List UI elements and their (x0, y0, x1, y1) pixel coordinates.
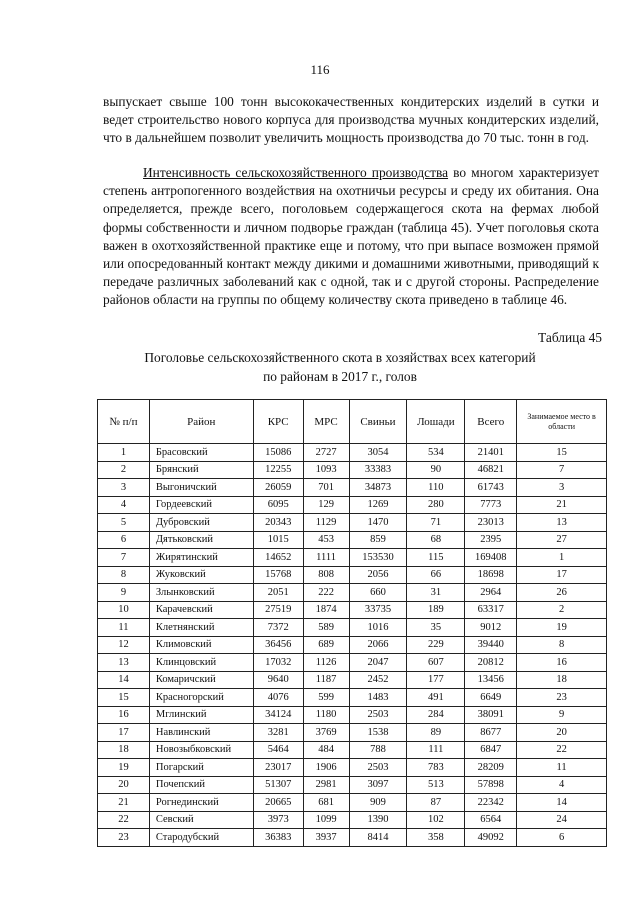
cell-rank: 18 (517, 671, 607, 689)
cell-total: 46821 (465, 461, 517, 479)
table-row (98, 654, 607, 672)
cell-num: 16 (98, 706, 150, 724)
header-pigs: Свиньи (349, 400, 407, 444)
table-row (98, 479, 607, 497)
cell-num: 7 (98, 549, 150, 567)
cell-rank: 6 (517, 829, 607, 847)
cell-district: Новозыбковский (149, 741, 253, 759)
cell-district: Рогнединский (149, 794, 253, 812)
cell-rank: 26 (517, 584, 607, 602)
header-rank: Занимаемое место в области (517, 400, 607, 444)
cell-krs: 20665 (253, 794, 303, 812)
cell-rank: 27 (517, 531, 607, 549)
cell-mrs: 589 (303, 619, 349, 637)
cell-horses: 87 (407, 794, 465, 812)
cell-district: Брасовский (149, 444, 253, 462)
cell-district: Жирятинский (149, 549, 253, 567)
table-row (98, 566, 607, 584)
cell-pigs: 3054 (349, 444, 407, 462)
cell-krs: 23017 (253, 759, 303, 777)
cell-district: Карачевский (149, 601, 253, 619)
table-header-row (98, 400, 607, 444)
cell-pigs: 909 (349, 794, 407, 812)
cell-horses: 102 (407, 811, 465, 829)
cell-mrs: 1187 (303, 671, 349, 689)
table-row (98, 514, 607, 532)
cell-num: 15 (98, 689, 150, 707)
cell-total: 49092 (465, 829, 517, 847)
cell-mrs: 681 (303, 794, 349, 812)
cell-krs: 14652 (253, 549, 303, 567)
cell-total: 8677 (465, 724, 517, 742)
table-row (98, 549, 607, 567)
header-district: Район (149, 400, 253, 444)
cell-pigs: 1016 (349, 619, 407, 637)
cell-rank: 16 (517, 654, 607, 672)
cell-rank: 7 (517, 461, 607, 479)
cell-pigs: 1483 (349, 689, 407, 707)
cell-total: 57898 (465, 776, 517, 794)
cell-krs: 17032 (253, 654, 303, 672)
cell-num: 17 (98, 724, 150, 742)
cell-krs: 34124 (253, 706, 303, 724)
cell-district: Навлинский (149, 724, 253, 742)
cell-district: Дубровский (149, 514, 253, 532)
cell-pigs: 2503 (349, 759, 407, 777)
table-row (98, 706, 607, 724)
cell-num: 10 (98, 601, 150, 619)
cell-mrs: 1111 (303, 549, 349, 567)
cell-horses: 358 (407, 829, 465, 847)
cell-total: 6564 (465, 811, 517, 829)
cell-rank: 4 (517, 776, 607, 794)
header-num: № п/п (98, 400, 150, 444)
cell-num: 4 (98, 496, 150, 514)
cell-rank: 21 (517, 496, 607, 514)
cell-mrs: 689 (303, 636, 349, 654)
cell-rank: 9 (517, 706, 607, 724)
cell-total: 39440 (465, 636, 517, 654)
table-row (98, 444, 607, 462)
cell-rank: 17 (517, 566, 607, 584)
cell-rank: 8 (517, 636, 607, 654)
cell-district: Жуковский (149, 566, 253, 584)
cell-mrs: 1180 (303, 706, 349, 724)
cell-krs: 12255 (253, 461, 303, 479)
header-krs: КРС (253, 400, 303, 444)
cell-district: Мглинский (149, 706, 253, 724)
cell-pigs: 3097 (349, 776, 407, 794)
table-row (98, 811, 607, 829)
cell-num: 9 (98, 584, 150, 602)
cell-total: 22342 (465, 794, 517, 812)
cell-total: 63317 (465, 601, 517, 619)
cell-district: Стародубский (149, 829, 253, 847)
table-row (98, 671, 607, 689)
cell-krs: 2051 (253, 584, 303, 602)
paragraph-body: во многом характеризует степень антропогенного воздействия на охотничьи ресурсы и среду их обитания. Она определяется, прежде всего, поголовьем содержащегося скота на фермах любой формы собственности и личном подворье граждан (таблица 45). Учет поголовья скота важен в охотхозяйственной практике еще и потому, что при выпасе возможен прямой или опосредованный контакт между дикими и домашними животными, приводящий к передаче различных заболеваний как с одной, так и с другой стороны. Распределение районов области на группы по общему количеству скота приведено в таблице 46. (103, 165, 599, 308)
cell-horses: 89 (407, 724, 465, 742)
cell-horses: 31 (407, 584, 465, 602)
cell-pigs: 2452 (349, 671, 407, 689)
cell-num: 14 (98, 671, 150, 689)
cell-rank: 15 (517, 444, 607, 462)
cell-mrs: 1099 (303, 811, 349, 829)
cell-district: Красногорский (149, 689, 253, 707)
cell-district: Выгоничский (149, 479, 253, 497)
cell-horses: 607 (407, 654, 465, 672)
table-row (98, 584, 607, 602)
cell-total: 18698 (465, 566, 517, 584)
cell-district: Клинцовский (149, 654, 253, 672)
cell-rank: 3 (517, 479, 607, 497)
cell-krs: 15086 (253, 444, 303, 462)
cell-pigs: 33383 (349, 461, 407, 479)
cell-total: 6847 (465, 741, 517, 759)
table-caption: Таблица 45 (538, 330, 602, 345)
cell-district: Комаричский (149, 671, 253, 689)
livestock-table (97, 399, 607, 847)
cell-horses: 189 (407, 601, 465, 619)
cell-horses: 90 (407, 461, 465, 479)
cell-pigs: 660 (349, 584, 407, 602)
cell-num: 19 (98, 759, 150, 777)
cell-pigs: 153530 (349, 549, 407, 567)
table-row (98, 619, 607, 637)
table-row (98, 636, 607, 654)
cell-pigs: 859 (349, 531, 407, 549)
cell-total: 21401 (465, 444, 517, 462)
cell-mrs: 453 (303, 531, 349, 549)
cell-district: Климовский (149, 636, 253, 654)
cell-rank: 14 (517, 794, 607, 812)
cell-mrs: 599 (303, 689, 349, 707)
cell-krs: 51307 (253, 776, 303, 794)
table-row (98, 461, 607, 479)
cell-krs: 5464 (253, 741, 303, 759)
header-mrs: МРС (303, 400, 349, 444)
cell-pigs: 788 (349, 741, 407, 759)
table-row (98, 724, 607, 742)
cell-krs: 9640 (253, 671, 303, 689)
cell-mrs: 2727 (303, 444, 349, 462)
cell-horses: 71 (407, 514, 465, 532)
cell-pigs: 2066 (349, 636, 407, 654)
cell-mrs: 701 (303, 479, 349, 497)
cell-horses: 35 (407, 619, 465, 637)
cell-mrs: 3937 (303, 829, 349, 847)
cell-krs: 15768 (253, 566, 303, 584)
table-title-line1: Поголовье сельскохозяйственного скота в хозяйствах всех категорий (144, 350, 536, 365)
cell-district: Брянский (149, 461, 253, 479)
table-row (98, 794, 607, 812)
cell-rank: 1 (517, 549, 607, 567)
cell-mrs: 1093 (303, 461, 349, 479)
cell-num: 2 (98, 461, 150, 479)
cell-num: 20 (98, 776, 150, 794)
cell-rank: 2 (517, 601, 607, 619)
cell-horses: 284 (407, 706, 465, 724)
cell-mrs: 1906 (303, 759, 349, 777)
cell-pigs: 2503 (349, 706, 407, 724)
cell-num: 23 (98, 829, 150, 847)
table-title-line2: по районам в 2017 г., голов (263, 369, 417, 384)
table-row (98, 741, 607, 759)
underlined-term: Интенсивность сельскохозяйственного производства (143, 165, 449, 180)
cell-krs: 27519 (253, 601, 303, 619)
cell-rank: 23 (517, 689, 607, 707)
cell-rank: 24 (517, 811, 607, 829)
cell-district: Злынковский (149, 584, 253, 602)
paragraph-continuation: выпускает свыше 100 тонн высококачественных кондитерских изделий в сутки и ведет строительство нового корпуса для производства мучных кондитерских изделий, что в дальнейшем позволит увеличить мощность производства до 70 тыс. тонн в год. (103, 94, 599, 146)
cell-krs: 4076 (253, 689, 303, 707)
cell-num: 11 (98, 619, 150, 637)
cell-horses: 491 (407, 689, 465, 707)
cell-horses: 110 (407, 479, 465, 497)
cell-rank: 13 (517, 514, 607, 532)
cell-krs: 26059 (253, 479, 303, 497)
cell-num: 18 (98, 741, 150, 759)
cell-mrs: 2981 (303, 776, 349, 794)
cell-mrs: 1874 (303, 601, 349, 619)
table-row (98, 829, 607, 847)
cell-krs: 1015 (253, 531, 303, 549)
cell-pigs: 2047 (349, 654, 407, 672)
cell-mrs: 808 (303, 566, 349, 584)
cell-total: 23013 (465, 514, 517, 532)
cell-num: 1 (98, 444, 150, 462)
cell-pigs: 33735 (349, 601, 407, 619)
cell-mrs: 222 (303, 584, 349, 602)
cell-krs: 20343 (253, 514, 303, 532)
table-row (98, 759, 607, 777)
cell-total: 20812 (465, 654, 517, 672)
cell-rank: 20 (517, 724, 607, 742)
cell-district: Севский (149, 811, 253, 829)
cell-pigs: 8414 (349, 829, 407, 847)
cell-total: 28209 (465, 759, 517, 777)
cell-krs: 36456 (253, 636, 303, 654)
cell-mrs: 484 (303, 741, 349, 759)
cell-horses: 534 (407, 444, 465, 462)
cell-krs: 3281 (253, 724, 303, 742)
cell-total: 2964 (465, 584, 517, 602)
cell-pigs: 1269 (349, 496, 407, 514)
cell-horses: 115 (407, 549, 465, 567)
table-row (98, 601, 607, 619)
cell-krs: 3973 (253, 811, 303, 829)
cell-pigs: 34873 (349, 479, 407, 497)
table-row (98, 496, 607, 514)
table-row (98, 776, 607, 794)
cell-num: 12 (98, 636, 150, 654)
cell-num: 5 (98, 514, 150, 532)
cell-pigs: 1470 (349, 514, 407, 532)
cell-district: Гордеевский (149, 496, 253, 514)
cell-horses: 177 (407, 671, 465, 689)
cell-total: 6649 (465, 689, 517, 707)
cell-krs: 6095 (253, 496, 303, 514)
cell-pigs: 1538 (349, 724, 407, 742)
cell-num: 13 (98, 654, 150, 672)
cell-total: 13456 (465, 671, 517, 689)
page-number: 116 (310, 62, 330, 77)
cell-total: 2395 (465, 531, 517, 549)
cell-total: 38091 (465, 706, 517, 724)
cell-num: 6 (98, 531, 150, 549)
cell-krs: 36383 (253, 829, 303, 847)
cell-horses: 111 (407, 741, 465, 759)
cell-rank: 22 (517, 741, 607, 759)
cell-rank: 19 (517, 619, 607, 637)
header-horses: Лошади (407, 400, 465, 444)
cell-mrs: 1129 (303, 514, 349, 532)
cell-district: Почепский (149, 776, 253, 794)
cell-district: Дятьковский (149, 531, 253, 549)
table-row (98, 531, 607, 549)
cell-total: 9012 (465, 619, 517, 637)
table-row (98, 689, 607, 707)
cell-mrs: 1126 (303, 654, 349, 672)
cell-district: Погарский (149, 759, 253, 777)
header-total: Всего (465, 400, 517, 444)
cell-horses: 513 (407, 776, 465, 794)
paragraph-intensity (103, 164, 599, 310)
table-body (98, 444, 607, 847)
cell-total: 7773 (465, 496, 517, 514)
cell-num: 22 (98, 811, 150, 829)
cell-horses: 280 (407, 496, 465, 514)
cell-total: 169408 (465, 549, 517, 567)
cell-total: 61743 (465, 479, 517, 497)
cell-num: 3 (98, 479, 150, 497)
cell-horses: 783 (407, 759, 465, 777)
cell-district: Клетнянский (149, 619, 253, 637)
cell-mrs: 3769 (303, 724, 349, 742)
cell-num: 8 (98, 566, 150, 584)
cell-num: 21 (98, 794, 150, 812)
cell-horses: 68 (407, 531, 465, 549)
table-title (60, 348, 620, 386)
cell-horses: 66 (407, 566, 465, 584)
cell-pigs: 1390 (349, 811, 407, 829)
cell-horses: 229 (407, 636, 465, 654)
cell-krs: 7372 (253, 619, 303, 637)
cell-rank: 11 (517, 759, 607, 777)
cell-pigs: 2056 (349, 566, 407, 584)
cell-mrs: 129 (303, 496, 349, 514)
